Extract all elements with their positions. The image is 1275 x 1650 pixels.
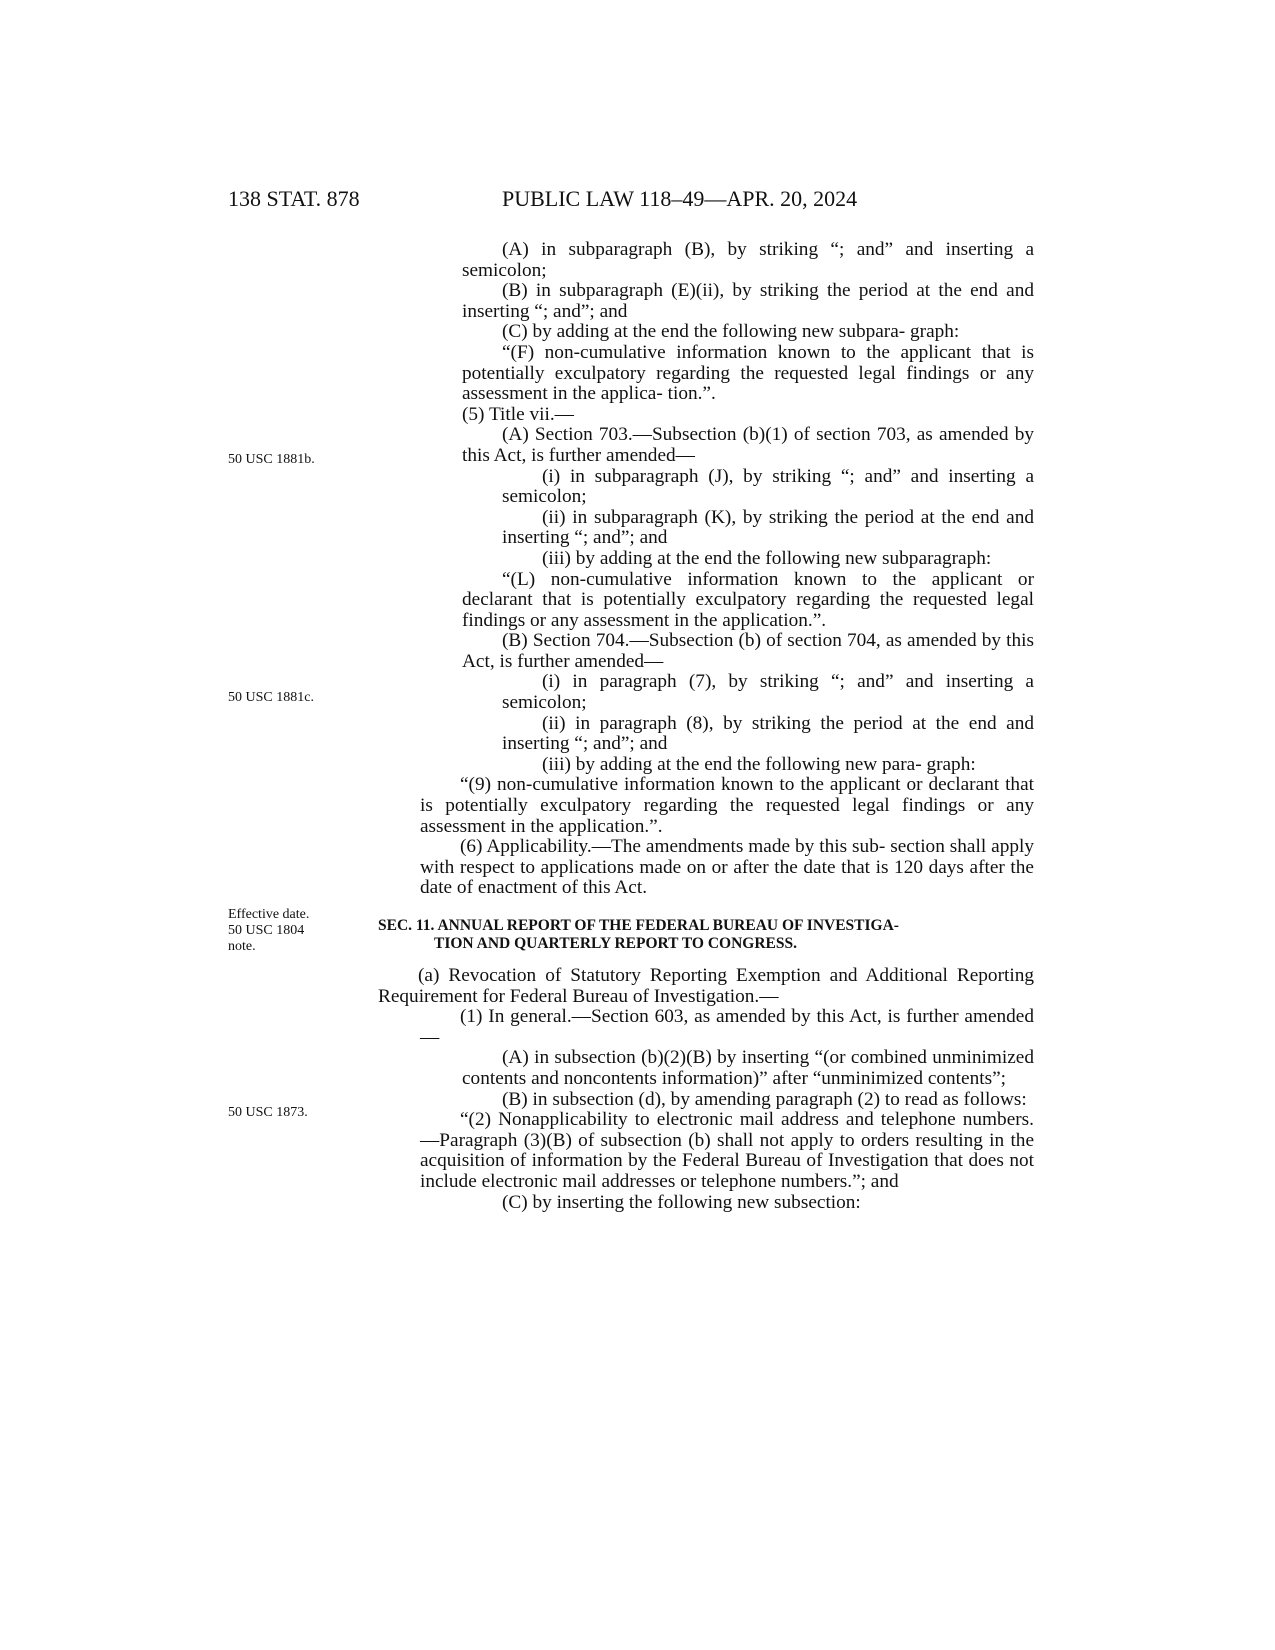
section-heading-line1: SEC. 11. ANNUAL REPORT OF THE FEDERAL BUREAU OF INVESTIGA- [378,917,899,934]
public-law-title: PUBLIC LAW 118–49—APR. 20, 2024 [502,186,858,211]
paragraph: (ii) in paragraph (8), by striking the period at the end and inserting “; and”; and [502,712,1034,755]
section-heading [378,917,1034,953]
paragraph: (B) in subsection (d), by amending paragraph (2) to read as follows: [502,1088,1027,1110]
quoted-paragraph: “(9) non-cumulative information known to the applicant or declarant that is potentially exculpatory regarding the requested legal findings or any assessment in the application.”. [420,774,1034,837]
section-heading-line2: TION AND QUARTERLY REPORT TO CONGRESS. [434,935,797,952]
margin-note-effective-date [228,907,309,955]
margin-note: 50 USC 1881c. [228,690,314,705]
quoted-paragraph: “(L) non-cumulative information known to the applicant or declarant that is potentially exculpatory regarding the requested legal findings or any assessment in the application.”. [462,568,1034,631]
paragraph: (B) in subparagraph (E)(ii), by striking the period at the end and inserting “; and”; and [462,280,1034,322]
margin-note: 50 USC 1881b. [228,452,315,467]
paragraph: (i) in subparagraph (J), by striking “; and” and inserting a semicolon; [502,465,1034,508]
margin-note-line: Effective date. [228,907,310,922]
margin-note-line: 50 USC 1804 [228,923,305,938]
stat-page-number: 138 STAT. 878 [228,186,360,211]
paragraph: (B) Section 704.—Subsection (b) of section 704, as amended by this Act, is further amended— [462,630,1034,672]
margin-note: 50 USC 1873. [228,1105,308,1120]
quoted-paragraph: “(F) non-cumulative information known to the applicant that is potentially exculpatory regarding the requested legal findings or any assessment in the applica- tion.”. [462,341,1034,405]
paragraph-applicability: (6) Applicability.—The amendments made by this sub- section shall apply with respect to applications made on or after the date that is 120 days after the date of enactment of this Act. [420,836,1034,899]
paragraph-subsection-a: (a) Revocation of Statutory Reporting Exemption and Additional Reporting Requirement for Federal Bureau of Investigation.— [378,965,1034,1007]
section-title [378,405,1034,426]
paragraph: (C) by inserting the following new subsection: [502,1191,861,1213]
paragraph: (i) in paragraph (7), by striking “; and” and inserting a semicolon; [502,671,1034,714]
margin-note-line: note. [228,939,256,954]
quoted-paragraph: “(2) Nonapplicability to electronic mail address and telephone numbers.—Paragraph (3)(B) of subsection (b) shall not apply to orders resulting in the acquisition of information by the Federal Bureau of Investigation that does not include electronic mail addresses or telephone numbers.”; and [420,1109,1034,1192]
paragraph: (C) by adding at the end the following new subpara- graph: [502,321,960,343]
page-header [0,186,1275,220]
title-vii-heading: (5) Title vii.— [462,403,574,425]
paragraph: (A) Section 703.—Subsection (b)(1) of section 703, as amended by this Act, is further amended— [462,424,1034,466]
paragraph: (iii) by adding at the end the following new para- graph: [542,753,976,775]
paragraph: (A) in subsection (b)(2)(B) by inserting “(or combined unminimized contents and noncontents information)” after “unminimized contents”; [462,1047,1034,1089]
paragraph: (ii) in subparagraph (K), by striking the period at the end and inserting “; and”; and [502,506,1034,549]
document-body [378,240,1034,1213]
paragraph: (1) In general.—Section 603, as amended by this Act, is further amended— [420,1006,1034,1048]
paragraph: (A) in subparagraph (B), by striking “; and” and inserting a semicolon; [462,239,1034,281]
paragraph: (iii) by adding at the end the following new subparagraph: [542,547,992,569]
